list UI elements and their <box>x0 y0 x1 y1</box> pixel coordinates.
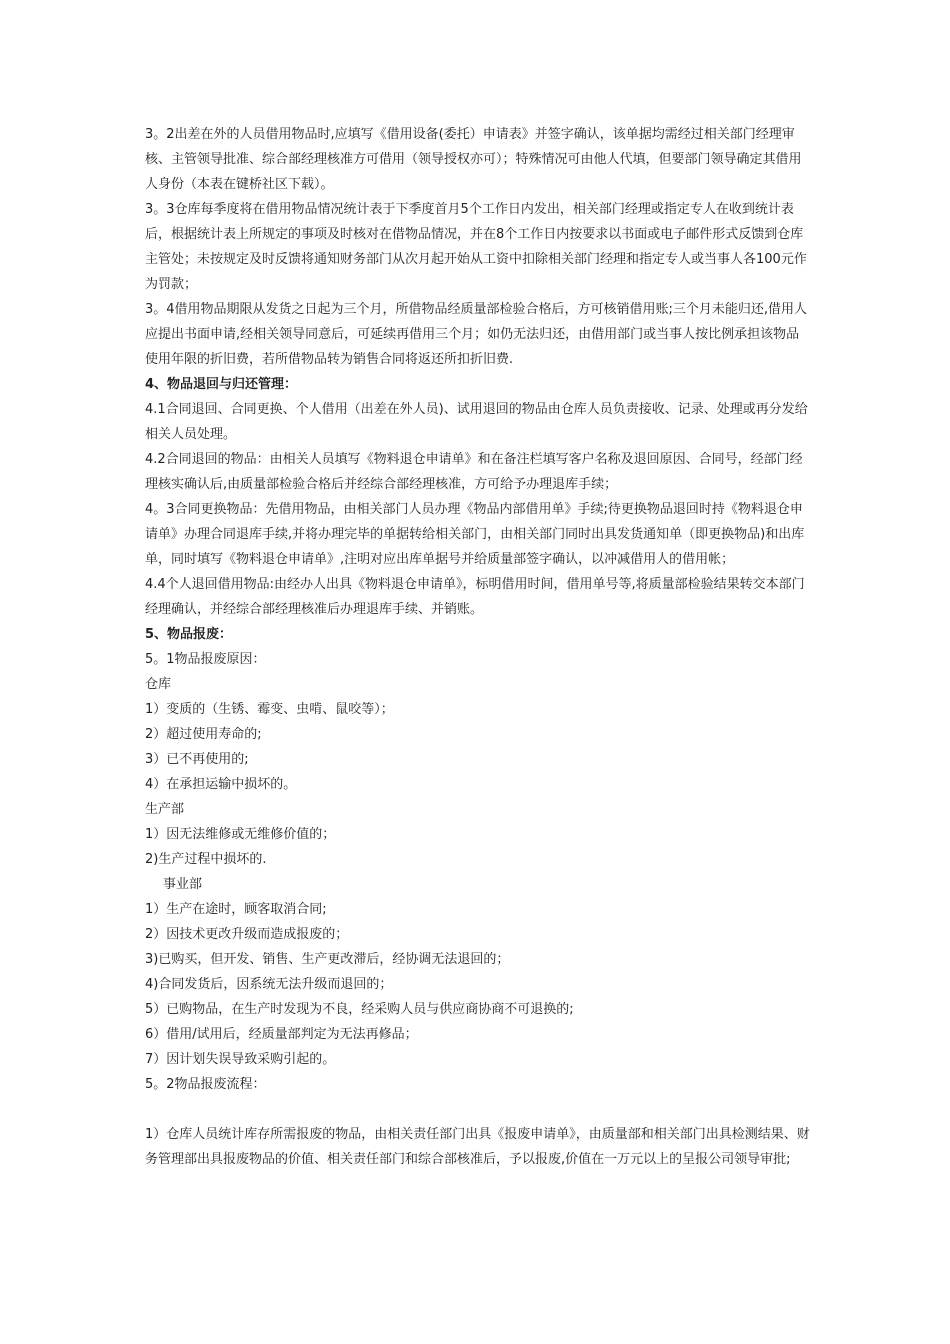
subheading-warehouse: 仓库 <box>145 677 172 692</box>
paragraph-4-3: 4。3合同更换物品：先借用物品，由相关部门人员办理《物品内部借用单》手续;待更换物品退回时持《物料退仓申请单》办理合同退库手续,并将办理完毕的单据转给相关部门，由相关部门同时出具发货通知单（即更换物品)和出库单，同时填写《物料退仓申请单》,注明对应出库单据号并给质量部签字确认，以冲减借用人的借用帐； <box>145 502 805 567</box>
paragraph-5-2: 5。2物品报废流程： <box>145 1077 266 1092</box>
list-item: 7）因计划失误导致采购引起的。 <box>145 1052 336 1067</box>
section-heading-5: 5、物品报废： <box>145 627 233 642</box>
paragraph-3-4: 3。4借用物品期限从发货之日起为三个月，所借物品经质量部检验合格后，方可核销借用账;三个月未能归还,借用人应提出书面申请,经相关领导同意后，可延续再借用三个月；如仍无法归还，由借用部门或当事人按比例承担该物品使用年限的折旧费，若所借物品转为销售合同将返还所扣折旧费. <box>145 302 808 367</box>
list-item: 4）在承担运输中损坏的。 <box>145 777 297 792</box>
list-item: 5）已购物品，在生产时发现为不良，经采购人员与供应商协商不可退换的; <box>145 1002 574 1017</box>
paragraph-4-4: 4.4个人退回借用物品:由经办人出具《物料退仓申请单》，标明借用时间，借用单号等,将质量部检验结果转交本部门经理确认，并经综合部经理核准后办理退库手续、并销账。 <box>145 577 805 617</box>
list-item: 2）超过使用寿命的; <box>145 727 262 742</box>
paragraph-flow-1: 1）仓库人员统计库存所需报废的物品，由相关责任部门出具《报废申请单》，由质量部和相关部门出具检测结果、财务管理部出具报废物品的价值、相关责任部门和综合部核准后，予以报废,价值在一万元以上的呈报公司领导审批; <box>145 1127 810 1167</box>
paragraph-3-2: 3。2出差在外的人员借用物品时,应填写《借用设备(委托）申请表》并签字确认，该单据均需经过相关部门经理审核、主管领导批准、综合部经理核准方可借用（领导授权亦可）；特殊情况可由他人代填，但要部门领导确定其借用人身份（本表在键桥社区下载）。 <box>145 127 802 192</box>
list-item: 4)合同发货后，因系统无法升级而退回的； <box>145 977 393 992</box>
list-item: 2）因技术更改升级而造成报废的； <box>145 927 349 942</box>
paragraph-3-3: 3。3仓库每季度将在借用物品情况统计表于下季度首月5个工作日内发出，相关部门经理或指定专人在收到统计表后，根据统计表上所规定的事项及时核对在借物品情况，并在8个工作日内按要求以书面或电子邮件形式反馈到仓库主管处；未按规定及时反馈将通知财务部门从次月起开始从工资中扣除相关部门经理和指定专人或当事人各100元作为罚款； <box>145 202 807 292</box>
paragraph-5-1: 5。1物品报废原因： <box>145 652 266 667</box>
document-body <box>145 122 810 1172</box>
subheading-business: 事业部 <box>163 877 203 892</box>
list-item: 1）变质的（生锈、霉变、虫啃、鼠咬等）； <box>145 702 394 717</box>
list-item: 3）已不再使用的; <box>145 752 249 767</box>
paragraph-4-1: 4.1合同退回、合同更换、个人借用（出差在外人员)、试用退回的物品由仓库人员负责接收、记录、处理或再分发给相关人员处理。 <box>145 402 808 442</box>
paragraph-4-2: 4.2合同退回的物品：由相关人员填写《物料退仓申请单》和在备注栏填写客户名称及退回原因、合同号，经部门经理核实确认后,由质量部检验合格后并经综合部经理核准，方可给予办理退库手续； <box>145 452 803 492</box>
subheading-production: 生产部 <box>145 802 185 817</box>
list-item: 1）生产在途时，顾客取消合同; <box>145 902 327 917</box>
list-item: 6）借用/试用后，经质量部判定为无法再修品； <box>145 1027 418 1042</box>
section-heading-4: 4、物品退回与归还管理： <box>145 377 298 392</box>
blank-line <box>145 1097 810 1122</box>
list-item: 3)已购买，但开发、销售、生产更改滞后，经协调无法退回的； <box>145 952 510 967</box>
list-item: 1）因无法维修或无维修价值的； <box>145 827 336 842</box>
list-item: 2)生产过程中损坏的. <box>145 852 267 867</box>
